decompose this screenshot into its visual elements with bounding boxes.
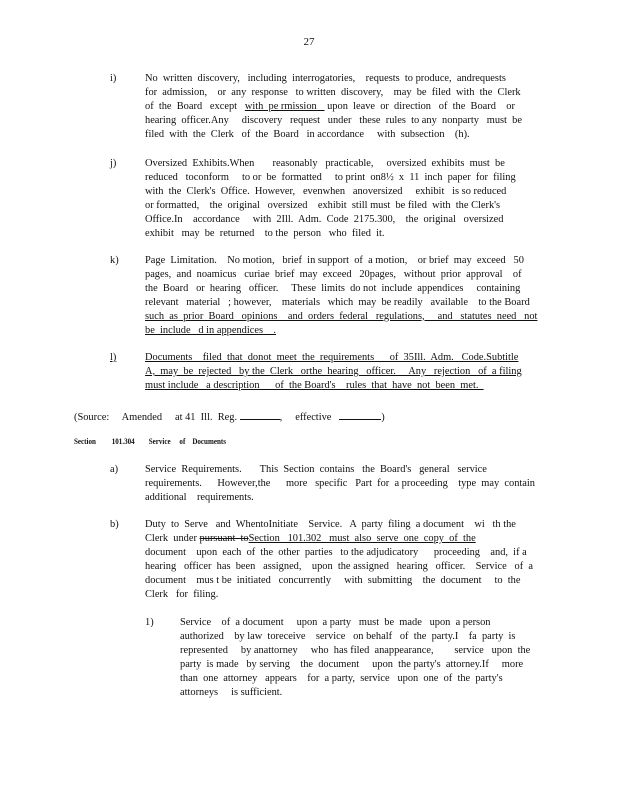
text-line: additional requirements. (145, 491, 254, 503)
source-effective: , effective (279, 412, 332, 423)
section-title: Service of Documents (148, 437, 226, 446)
text-line: than one attorney appears for a party, service upon one of the party's (180, 672, 503, 684)
text-line: hearing officer.Any discovery request under these rules to any nonparty must be (145, 114, 522, 126)
text-line: with the Clerk's Office. However, evenwhen anoversized exhibit is so reduced (145, 185, 507, 197)
text-line: attorneys is sufficient. (180, 686, 283, 698)
text-line: party is made by serving the document upon the party's attorney.If more (180, 658, 524, 670)
inserted-text-line: Documents filed that donot meet the requirements of 35Ill. Adm. Code.Subtitle (145, 352, 519, 363)
text-line: the Board or hearing officer. These limits do not include appendices containing (145, 282, 521, 294)
source-close: ) (381, 412, 385, 423)
section-number: 101.304 (111, 437, 135, 446)
text-line: Office.In accordance with 2Ill. Adm. Code 2175.300, the original oversized (145, 213, 504, 225)
item-label: 1) (145, 617, 154, 628)
item-label: a) (110, 464, 119, 475)
text-line: Oversized Exhibits.When reasonably practicable, oversized exhibits must be (145, 158, 505, 169)
blank-line (339, 409, 381, 420)
paragraph-body (145, 351, 522, 393)
text-line: No written discovery, including interrogatories, requests to produce, andrequests (145, 73, 506, 84)
text-line: authorized by law toreceive service on behalf of the party.I fa party is (180, 630, 516, 642)
text-line: filed with the Clerk of the Board in accordance with subsection (h). (145, 128, 470, 140)
paragraph-body (180, 616, 530, 699)
item-label: l) (110, 352, 117, 363)
text-line: Clerk for filing. (145, 588, 219, 600)
text-line: or formatted, the original oversized exhibit still must be filed with the Clerk's (145, 199, 501, 211)
inserted-text: with pe rmission (244, 100, 325, 112)
inserted-text-line: be include d in appendices . (145, 324, 276, 336)
text-line: pages, and noamicus curiae brief may exceed 20pages, without prior approval of (145, 268, 522, 280)
blank-line (240, 409, 280, 420)
item-label: b) (110, 519, 119, 530)
inserted-text-line: such as prior Board opinions and orders federal regulations, and statutes need not (145, 310, 538, 322)
text-line: Service Requirements. This Section contains the Board's general service (145, 464, 487, 475)
text-line: exhibit may be returned to the person who filed it. (145, 227, 385, 239)
source-prefix: (Source: Amended at 41 Ill. Reg. (74, 412, 238, 423)
text-line: reduced toconform to or be formatted to print on8½ x 11 inch paper for filing (145, 171, 516, 183)
inserted-text: Section 101.302 must also serve one copy of the (248, 532, 476, 544)
section-heading (74, 437, 226, 446)
paragraph-body (145, 254, 537, 337)
text-line: represented by anattorney who has filed anappearance, service upon the (180, 644, 531, 656)
page-number: 27 (303, 36, 315, 48)
text-line (145, 532, 533, 546)
text-line: document upon each of the other parties to the adjudicatory proceeding and, if a (145, 546, 527, 558)
text-line: relevant material ; however, materials which may be readily available to the Board (145, 296, 530, 308)
text-line: of the Board except with pe rmission upon leave or direction of the Board or (145, 100, 515, 112)
item-label: j) (110, 158, 117, 169)
paragraph-body (145, 157, 516, 240)
text-line: Page Limitation. No motion, brief in support of a motion, or brief may exceed 50 (145, 255, 524, 266)
text-line: Duty to Serve and WhentoInitiate Service. A party filing a document wi th the (145, 519, 516, 530)
text-line: requirements. However,the more specific Part for a proceeding type may contain (145, 477, 535, 489)
text-line: hearing officer has been assigned, upon the assigned hearing officer. Service of a (145, 560, 533, 572)
section-word: Section (74, 437, 96, 446)
paragraph-body (145, 463, 535, 505)
item-label: i) (110, 73, 117, 84)
item-label: k) (110, 255, 119, 266)
deleted-text: pursuant to (199, 532, 249, 544)
text-line: for admission, or any response to written discovery, may be filed with the Clerk (145, 86, 521, 98)
source-note (74, 409, 385, 423)
text-line: document mus t be initiated concurrently with submitting the document to the (145, 574, 521, 586)
text-line: Service of a document upon a party must be made upon a person (180, 617, 491, 628)
inserted-text-line: A, may be rejected by the Clerk orthe hearing officer. Any rejection of a filing (145, 365, 522, 377)
paragraph-body (145, 518, 533, 601)
inserted-text-line: must include a description of the Board's rules that have not been met. (145, 379, 484, 391)
paragraph-body (145, 72, 522, 142)
text-segment: Clerk under (145, 532, 200, 544)
